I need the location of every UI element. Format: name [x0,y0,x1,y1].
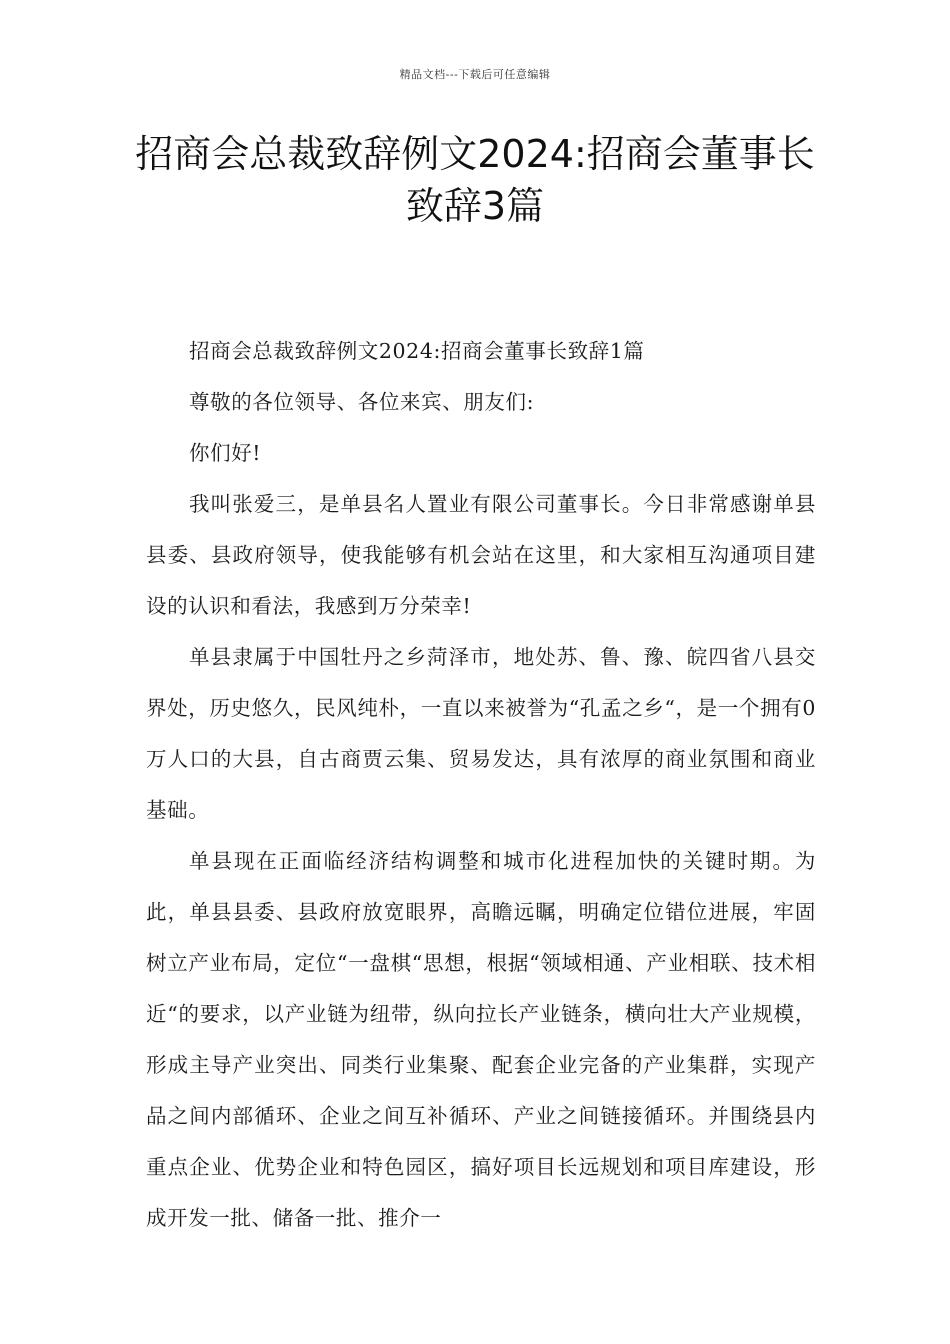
paragraph-salutation: 尊敬的各位领导、各位来宾、朋友们: [189,390,535,414]
paragraph: 单县隶属于中国牡丹之乡菏泽市，地处苏、鲁、豫、皖四省八县交界处，历史悠久，民风纯朴，一直以来被誉为“孔孟之乡“，是一个拥有0万人口的大县，自古商贾云集、贸易发达，具有浓厚的商业氛围和商业基础。 [146,645,816,822]
document-title: 招商会总裁致辞例文2024:招商会董事长致辞3篇 [135,132,815,228]
paragraph-subtitle: 招商会总裁致辞例文2024:招商会董事长致辞1篇 [189,339,645,363]
paragraph-greeting: 你们好! [189,441,262,465]
header-note: 精品文档---下载后可任意编辑 [399,68,551,81]
document-body [146,326,816,1244]
paragraph: 单县现在正面临经济结构调整和城市化进程加快的关键时期。为此，单县县委、县政府放宽眼界，高瞻远瞩，明确定位错位进展，牢固树立产业布局，定位“一盘棋“思想，根据“领域相通、产业相联、技术相近“的要求，以产业链为纽带，纵向拉长产业链条，横向壮大产业规模，形成主导产业突出、同类行业集聚、配套企业完备的产业集群，实现产品之间内部循环、企业之间互补循环、产业之间链接循环。并围绕县内重点企业、优势企业和特色园区，搞好项目长远规划和项目库建设，形成开发一批、储备一批、推介一 [146,849,816,1230]
paragraph: 我叫张爱三，是单县名人置业有限公司董事长。今日非常感谢单县县委、县政府领导，使我能够有机会站在这里，和大家相互沟通项目建设的认识和看法，我感到万分荣幸! [146,492,816,618]
